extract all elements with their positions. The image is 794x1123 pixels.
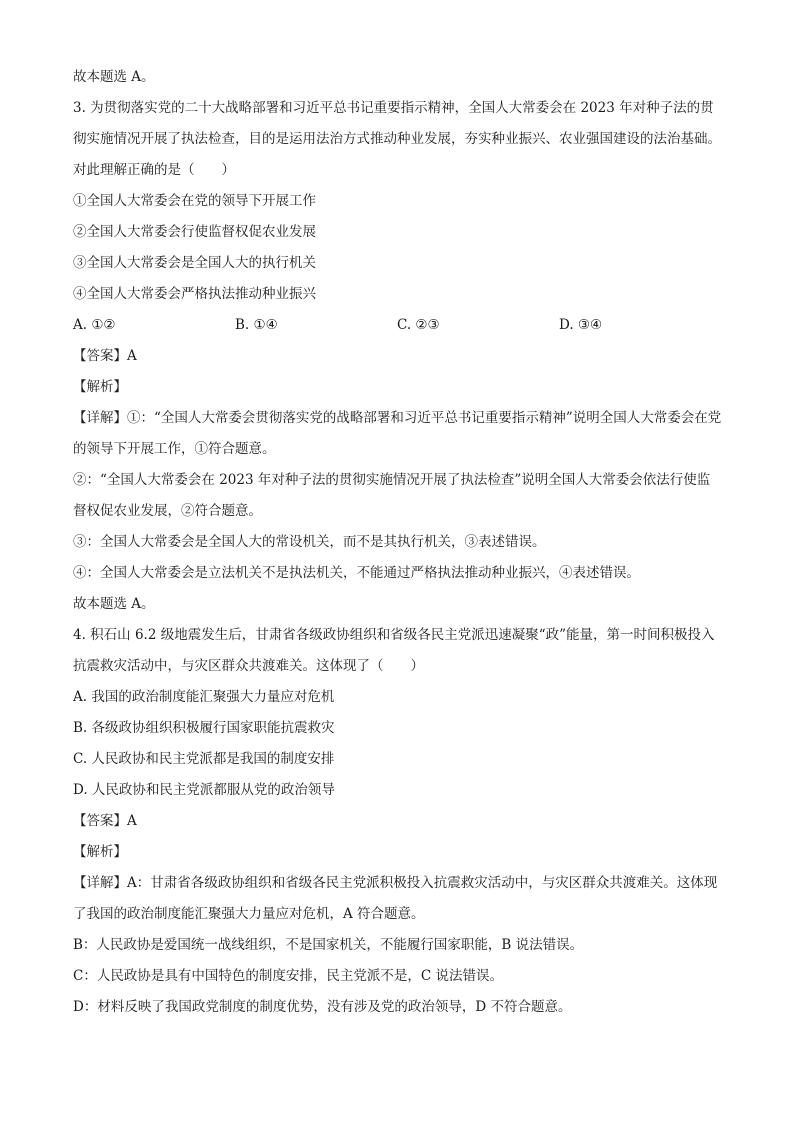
q4-detail-a: 【详解】A：甘肃省各级政协组织和省级各民主党派积极投入抗震救灾活动中，与灾区群众共渡难关。这体现了我国的政治制度能汇聚强大力量应对危机，A 符合题意。: [73, 875, 718, 922]
q4-option-c: C. 人民政协和民主党派都是我国的制度安排: [73, 751, 335, 767]
document-page: [73, 62, 723, 1023]
q3-statement-2: ②全国人大常委会行使监督权促农业发展: [73, 224, 316, 240]
q3-conclusion: 故本题选 A。: [73, 596, 155, 612]
q4-analysis-heading: 【解析】: [73, 844, 127, 860]
question-3-stem: 3. 为贯彻落实党的二十大战略部署和习近平总书记重要指示精神，全国人大常委会在 2023 年对种子法的贯彻实施情况开展了执法检查，目的是运用法治方式推动种业发展，夯实种业振兴、农业强国建设的法治基础。对此理解正确的是（ ）: [73, 100, 721, 178]
q3-analysis-heading: 【解析】: [73, 379, 127, 395]
previous-conclusion: 故本题选 A。: [73, 69, 155, 85]
q3-option-a: A. ①②: [73, 317, 116, 333]
q4-answer: 【答案】A: [73, 813, 137, 829]
question-4-stem: 4. 积石山 6.2 级地震发生后，甘肃省各级政协组织和省级各民主党派迅速凝聚“政”能量，第一时间积极投入抗震救灾活动中，与灾区群众共渡难关。这体现了（ ）: [73, 627, 715, 674]
q4-detail-d: D：材料反映了我国政党制度的制度优势，没有涉及党的政治领导，D 不符合题意。: [73, 999, 572, 1015]
q3-detail-4: ④：全国人大常委会是立法机关不是执法机关，不能通过严格执法推动种业振兴，④表述错误。: [73, 565, 640, 581]
q3-option-c: C. ②③: [397, 317, 440, 333]
q3-statement-4: ④全国人大常委会严格执法推动种业振兴: [73, 286, 316, 302]
q3-detail-2: ②：“全国人大常委会在 2023 年对种子法的贯彻实施情况开展了执法检查”说明全国人大常委会依法行使监督权促农业发展，②符合题意。: [73, 472, 711, 519]
q4-option-a: A. 我国的政治制度能汇聚强大力量应对危机: [73, 689, 335, 705]
q3-statement-1: ①全国人大常委会在党的领导下开展工作: [73, 193, 316, 209]
q4-option-d: D. 人民政协和民主党派都服从党的政治领导: [73, 782, 335, 798]
q4-option-b: B. 各级政协组织积极履行国家职能抗震救灾: [73, 720, 335, 736]
q3-options: [73, 310, 723, 341]
q4-detail-c: C：人民政协是具有中国特色的制度安排，民主党派不是，C 说法错误。: [73, 968, 503, 984]
q3-detail-1: 【详解】①：“全国人大常委会贯彻落实党的战略部署和习近平总书记重要指示精神”说明全国人大常委会在党的领导下开展工作，①符合题意。: [73, 410, 722, 457]
q3-option-b: B. ①④: [235, 317, 278, 333]
q4-detail-b: B：人民政协是爱国统一战线组织，不是国家机关，不能履行国家职能，B 说法错误。: [73, 937, 584, 953]
q3-detail-3: ③：全国人大常委会是全国人大的常设机关，而不是其执行机关，③表述错误。: [73, 534, 546, 550]
q3-answer: 【答案】A: [73, 348, 137, 364]
q3-statement-3: ③全国人大常委会是全国人大的执行机关: [73, 255, 316, 271]
q3-option-d: D. ③④: [559, 317, 603, 333]
